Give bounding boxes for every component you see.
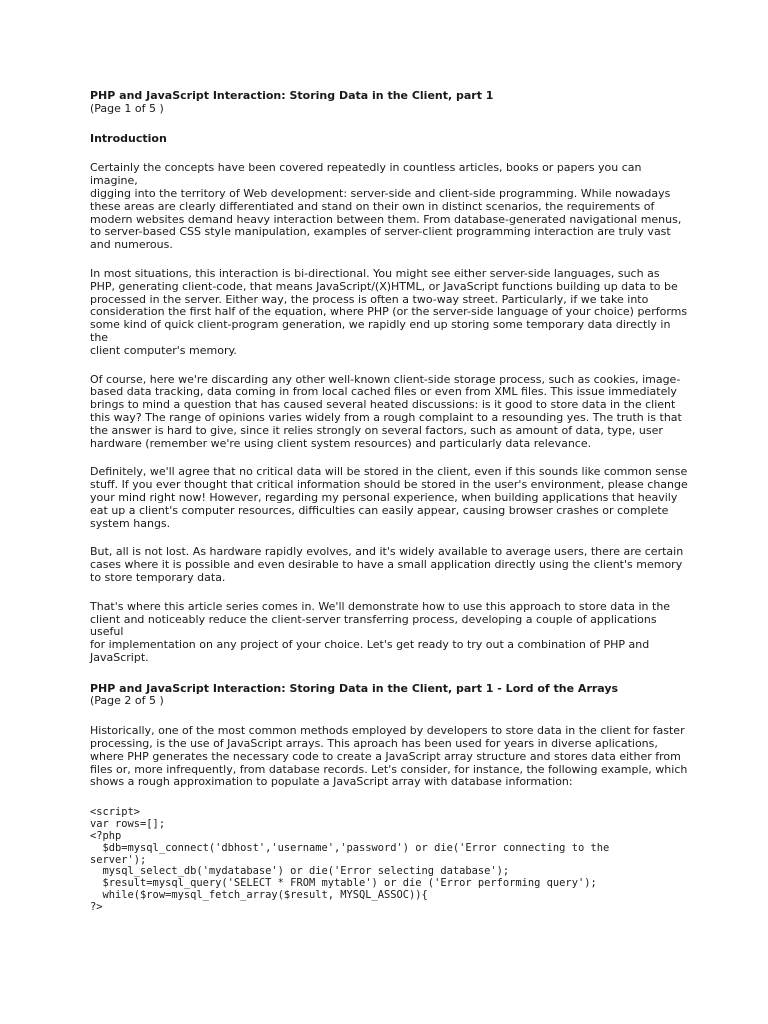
page-indicator: (Page 1 of 5 ) xyxy=(90,101,164,115)
page-indicator: (Page 2 of 5 ) xyxy=(90,694,164,708)
code-line: <?php xyxy=(90,829,122,842)
code-line: <script> xyxy=(90,806,141,819)
paragraph: Historically, one of the most common methods employed by developers to store data in the client for faster processing, is the use of JavaScript arrays. This aproach has been used for years in diverse aplications, where PHP generates the necessary code to create a JavaScript array structure and stores data either from files or, more infrequently, from database records. Let's consider, for instance, the following example, which shows a rough approximation to populate a JavaScript array with database information: xyxy=(90,724,688,789)
code-line: while($row=mysql_fetch_array($result, MYSQL_ASSOC)){ xyxy=(90,889,428,902)
paragraph: But, all is not lost. As hardware rapidly evolves, and it's widely available to average users, there are certain cases where it is possible and even desirable to have a small application directly using the client's memory to store temporary data. xyxy=(90,545,684,584)
code-line: ?> xyxy=(90,901,103,914)
paragraph: That's where this article series comes in. We'll demonstrate how to use this approach to store data in the client and noticeably reduce the client-server transferring process, developing a couple of applications useful for implementation on any project of your choice. Let's get ready to try out a combination of PHP and JavaScript. xyxy=(90,599,671,664)
code-line: mysql_select_db('mydatabase') or die('Error selecting database'); xyxy=(90,865,510,878)
code-block xyxy=(90,807,690,914)
document-page xyxy=(90,90,690,914)
code-line: $db=mysql_connect('dbhost','username','password') or die('Error connecting to the xyxy=(90,841,610,854)
code-line: var rows=[]; xyxy=(90,818,166,831)
paragraph: Certainly the concepts have been covered repeatedly in countless articles, books or papers you can imagine, digging into the territory of Web development: server-side and client-side programming. While nowadays these areas are clearly differentiated and stand on their own in distinct scenarios, the requirements of modern websites demand heavy interaction between them. From database-generated navigational menus, to server-based CSS style manipulation, examples of server-client programming interaction are truly vast and numerous. xyxy=(90,161,682,252)
section-page-2 xyxy=(90,683,690,914)
section-page-1 xyxy=(90,90,690,665)
code-line: server'); xyxy=(90,853,147,866)
section-heading: Introduction xyxy=(90,131,167,145)
article-title: PHP and JavaScript Interaction: Storing Data in the Client, part 1 - Lord of the Arrays xyxy=(90,681,619,695)
paragraph: In most situations, this interaction is bi-directional. You might see either server-side languages, such as PHP, generating client-code, that means JavaScript/(X)HTML, or JavaScript functions building up data to be processed in the server. Either way, the process is often a two-way street. Particularly, if we take into consideration the first half of the equation, where PHP (or the server-side language of your choice) performs some kind of quick client-program generation, we rapidly end up storing some temporary data directly in the client computer's memory. xyxy=(90,266,688,357)
article-title: PHP and JavaScript Interaction: Storing Data in the Client, part 1 xyxy=(90,89,494,102)
code-line: $result=mysql_query('SELECT * FROM mytable') or die ('Error performing query'); xyxy=(90,877,597,890)
paragraph: Of course, here we're discarding any other well-known client-side storage process, such as cookies, image- based data tracking, data coming in from local cached files or even from XML files. This issue immediately brings to mind a question that has caused several heated discussions: is it good to store data in the client this way? The range of opinions varies widely from a rough complaint to a resounding yes. The truth is that the answer is hard to give, since it relies strongly on several factors, such as amount of data, type, user hardware (remember we're using client system resources) and particularly data relevance. xyxy=(90,372,682,450)
paragraph: Definitely, we'll agree that no critical data will be stored in the client, even if this sounds like common sense stuff. If you ever thought that critical information should be stored in the user's environment, please change your mind right now! However, regarding my personal experience, when building applications that heavily eat up a client's computer resources, difficulties can easily appear, causing browser crashes or complete system hangs. xyxy=(90,465,688,530)
